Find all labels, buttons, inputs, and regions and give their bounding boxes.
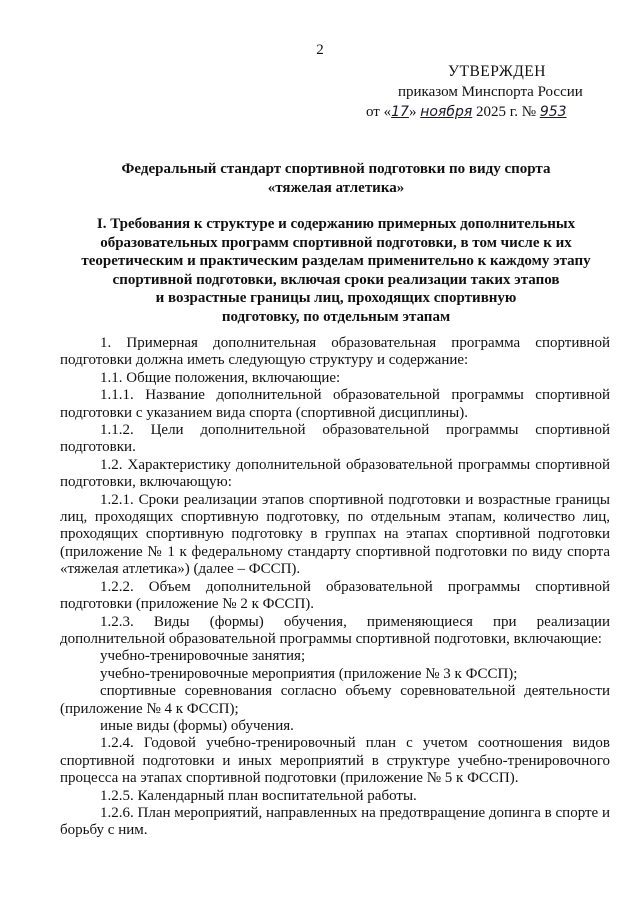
- date-mid: »: [408, 104, 417, 120]
- paragraph: 1.2.4. Годовой учебно-тренировочный план с учетом соотношения видов спортивной подготовки и иных мероприятий в структуре учебно-тренировочного процесса на этапах спортивной подготовки (приложение № 5 к ФССП).: [60, 735, 610, 787]
- document-title-line: «тяжелая атлетика»: [267, 180, 405, 196]
- section-heading-line: теоретическим и практическим разделам применительно к каждому этапу: [81, 253, 591, 269]
- section-heading-line: подготовку, по отдельным этапам: [221, 308, 451, 325]
- paragraph: 1.2.1. Сроки реализации этапов спортивной подготовки и возрастные границы лиц, проходящих спортивную подготовку, по отдельным этапам, количество лиц, проходящих спортивную подготовку в группах на этапах спортивной подготовки (приложение № 1 к федеральному стандарту спортивной подготовки по виду спорта «тяжелая атлетика») (далее – ФССП).: [60, 491, 610, 578]
- paragraph: 1.2.3. Виды (формы) обучения, применяющиеся при реализации дополнительной образовательной программы спортивной подготовки, включающие:: [60, 613, 610, 647]
- approval-title: УТВЕРЖДЕН: [448, 63, 546, 80]
- section-heading-line: спортивной подготовки, включая сроки реализации таких этапов: [112, 271, 560, 288]
- paragraph: 1.1.2. Цели дополнительной образовательной программы спортивной подготовки.: [60, 422, 610, 456]
- approval-date-line: [366, 102, 610, 122]
- approval-order-line: приказом Минспорта России: [398, 84, 583, 100]
- document-title: [60, 160, 612, 198]
- paragraph: 1.2.6. План мероприятий, направленных на предотвращение допинга в спорте и борьбу с ним.: [60, 804, 610, 839]
- handwritten-day: 17: [391, 104, 409, 120]
- handwritten-month: ноября: [420, 104, 473, 120]
- section-heading-line: I. Требования к структуре и содержанию примерных дополнительных: [96, 216, 576, 232]
- body-text: [60, 335, 610, 840]
- approval-block: [360, 62, 610, 122]
- paragraph: 1. Примерная дополнительная образовательная программа спортивной подготовки должна иметь следующую структуру и содержание:: [60, 335, 610, 369]
- paragraph: 1.1. Общие положения, включающие:: [100, 369, 341, 386]
- paragraph: иные виды (формы) обучения.: [100, 717, 294, 734]
- paragraph: 1.2.5. Календарный план воспитательной работы.: [100, 787, 417, 804]
- document-title-line: Федеральный стандарт спортивной подготовки по виду спорта: [121, 161, 551, 177]
- section-heading: [60, 215, 612, 326]
- date-prefix: от «: [366, 104, 392, 120]
- paragraph: учебно-тренировочные занятия;: [100, 648, 306, 665]
- paragraph: 1.1.1. Название дополнительной образовательной программы спортивной подготовки с указанием вида спорта (спортивной дисциплины).: [60, 387, 610, 421]
- paragraph: 1.2. Характеристику дополнительной образовательной программы спортивной подготовки, включающую:: [60, 456, 610, 491]
- paragraph: 1.2.2. Объем дополнительной образовательной программы спортивной подготовки (приложение № 2 к ФССП).: [60, 578, 610, 613]
- handwritten-order-number: 953: [539, 104, 567, 120]
- section-heading-line: и возрастные границы лиц, проходящих спортивную: [155, 290, 517, 306]
- paragraph: спортивные соревнования согласно объему соревновательной деятельности (приложение № 4 к ФССП);: [60, 683, 610, 717]
- section-heading-line: образовательных программ спортивной подготовки, в том числе к их: [100, 234, 572, 251]
- paragraph: учебно-тренировочные мероприятия (приложение № 3 к ФССП);: [100, 665, 518, 682]
- page-number: 2: [316, 42, 324, 58]
- date-suffix: 2025 г. №: [476, 104, 537, 120]
